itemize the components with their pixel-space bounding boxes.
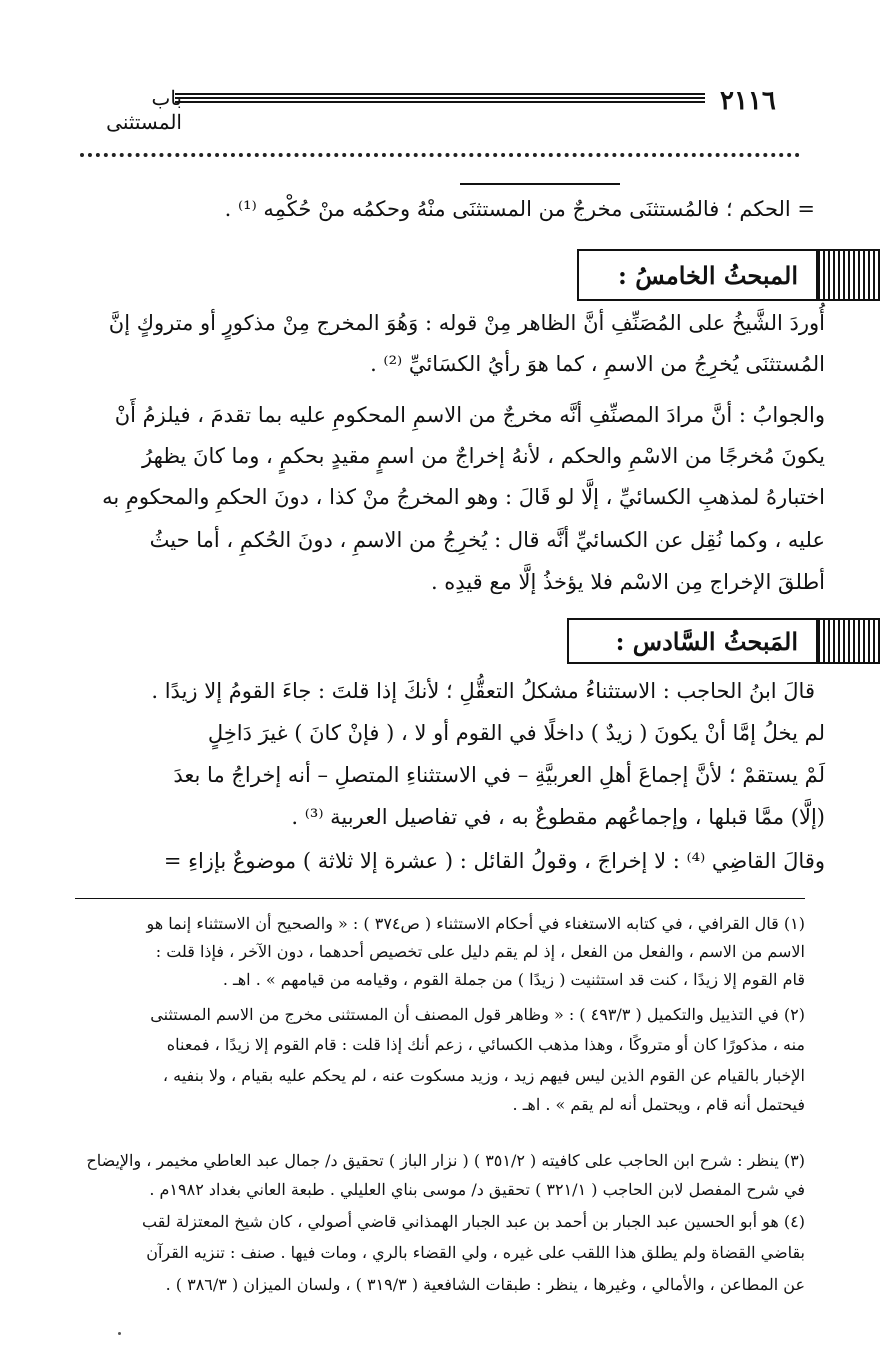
hatch-ornament bbox=[816, 251, 878, 299]
section-five-line-4: يكونَ مُخرجًا من الاسْمِ والحكم ، لأنهُ إخراجٌ من اسمٍ مقيدٍ بحكمٍ ، وما كانَ يظهرُ bbox=[142, 444, 825, 468]
scan-dot bbox=[118, 1332, 121, 1335]
section-six-line-5: وقالَ القاضِي ⁽⁴⁾ : لا إخراجَ ، وقولُ القائل : ( عشرة إلا ثلاثة ) موضوعٌ بإزاءِ = bbox=[163, 849, 825, 873]
footnote-line: الاسم من الاسم ، والفعل من الفعل ، إذ لم يقم دليل على تخصيص أحدهما ، دون الآخر ، فإذا قلت : bbox=[155, 942, 805, 961]
section-six-line-1: قالَ ابنُ الحاجب : الاستثناءُ مشكلُ التعقُّلِ ؛ لأنكَ إذا قلتَ : جاءَ القومُ إلا زيدًا . bbox=[151, 679, 815, 703]
section-five-line-6: عليه ، وكما نُقِل عن الكسائيِّ أنَّه قال : يُخرِجُ من الاسمِ ، دونَ الحُكمِ ، أما حيثُ bbox=[149, 528, 825, 552]
footnote-line: (٣) ينظر : شرح ابن الحاجب على كافيته ( ٣٥١/٢ ) ( نزار الباز ) تحقيق د/ جمال عبد العاطي مخيمر ، والإيضاح bbox=[86, 1151, 805, 1170]
section-six-box bbox=[567, 618, 880, 664]
section-six-line-3: لَمْ يستقمْ ؛ لأنَّ إجماعَ أهلِ العربيَّةِ – في الاستثناءِ المتصلِ – أنه إخراجُ ما بعدَ bbox=[173, 763, 825, 787]
footnote-line: بقاضي القضاة ولم يطلق هذا اللقب على غيره ، ولي القضاء بالري ، ومات فيها . صنف : تنزيه القرآن bbox=[146, 1243, 805, 1262]
section-six-line-4: (إلَّا) ممَّا قبلها ، وإجماعُهم مقطوعٌ به ، في تفاصيل العربية ⁽³⁾ . bbox=[291, 805, 825, 829]
footnote-line: الإخبار بالقيام عن القوم الذين ليس فيهم زيد ، وزيد مسكوت عنه ، لم يحكم عليه بقيام ، ولا بنفيه ، bbox=[162, 1066, 805, 1085]
footnote-line: في شرح المفصل لابن الحاجب ( ٣٢١/١ ) تحقيق د/ موسى بناي العليلي . طبعة العاني بغداد ١٩٨٢م . bbox=[149, 1180, 805, 1199]
footnote-line: منه ، مذكورًا كان أو متروكًا ، وهذا مذهب الكسائي ، زعم أنك إذا قلت : قام القوم إلا زيدًا ، فمعناه bbox=[166, 1035, 805, 1054]
dotted-separator bbox=[80, 153, 800, 157]
running-title: باب المستثنى bbox=[106, 86, 182, 134]
section-six-title: المَبحثُ السَّادس : bbox=[615, 626, 798, 656]
footnote-line: (٢) في التذييل والتكميل ( ٤٩٣/٣ ) : « وظاهر قول المصنف أن المستثنى مخرج من الاسم المستثنى bbox=[150, 1005, 805, 1024]
footnote-line: (٤) هو أبو الحسين عبد الجبار بن أحمد بن عبد الجبار الهمذاني قاضي أصولي ، كان شيخ المعتزلة لقب bbox=[142, 1212, 805, 1231]
section-five-box bbox=[577, 249, 880, 301]
section-five-line-7: أطلقَ الإخراج مِن الاسْم فلا يؤخذُ إلَّا مع قيدِه . bbox=[430, 570, 825, 594]
overline-mark bbox=[460, 183, 620, 185]
header-rule bbox=[175, 93, 705, 103]
intro-line: = الحكم ؛ فالمُستثنَى مخرجٌ من المستثنَى منْهُ وحكمُه منْ حُكْمِه ⁽¹⁾ . bbox=[224, 197, 815, 221]
footnote-line: فيحتمل أنه قام ، ويحتمل أنه لم يقم » . اهـ . bbox=[512, 1095, 805, 1114]
footnote-separator bbox=[75, 898, 805, 899]
section-five-title: المبحثُ الخامسُ : bbox=[618, 260, 798, 290]
hatch-ornament bbox=[816, 620, 878, 662]
section-five-line-1: أُوردَ الشَّيخُ على المُصَنِّفِ أنَّ الظاهر مِنْ قوله : وَهُوَ المخرج مِنْ مذكورٍ أو متروكٍ إنَّ bbox=[108, 311, 825, 335]
footnote-line: عن المطاعن ، والأمالي ، وغيرها ، ينظر : طبقات الشافعية ( ٣١٩/٣ ) ، ولسان الميزان ( ٣٨٦/٣ ) . bbox=[165, 1275, 805, 1294]
page-number: ٢١١٦ bbox=[720, 86, 776, 116]
section-five-line-3: والجوابُ : أنَّ مرادَ المصنِّفِ أنَّه مخرجٌ من الاسمِ المحكومِ عليه بما تقدمَ ، فيلزمُ أَنْ bbox=[114, 403, 825, 427]
section-five-line-5: اختبارهُ لمذهبِ الكسائيِّ ، إلَّا لو قَالَ : وهو المخرجُ منْ كذا ، دونَ الحكمِ والمحكومِ به bbox=[102, 485, 825, 509]
footnote-line: (١) قال القرافي ، في كتابه الاستغناء في أحكام الاستثناء ( ص٣٧٤ ) : « والصحيح أن الاستثناء إنما هو bbox=[146, 914, 805, 933]
footnote-line: قام القوم إلا زيدًا ، كنت قد استثنيت ( زيدًا ) من جملة القوم ، وقيامه من قيامهم » . اهـ . bbox=[222, 970, 805, 989]
section-five-line-2: المُستثنَى يُخرِجُ من الاسمِ ، كما هوَ رأيُ الكسَائيِّ ⁽²⁾ . bbox=[370, 352, 825, 376]
section-six-line-2: لم يخلُ إمَّا أنْ يكونَ ( زيدٌ ) داخلًا في القوم أو لا ، ( فإنْ كانَ ) غيرَ دَاخِلٍ bbox=[207, 721, 825, 745]
